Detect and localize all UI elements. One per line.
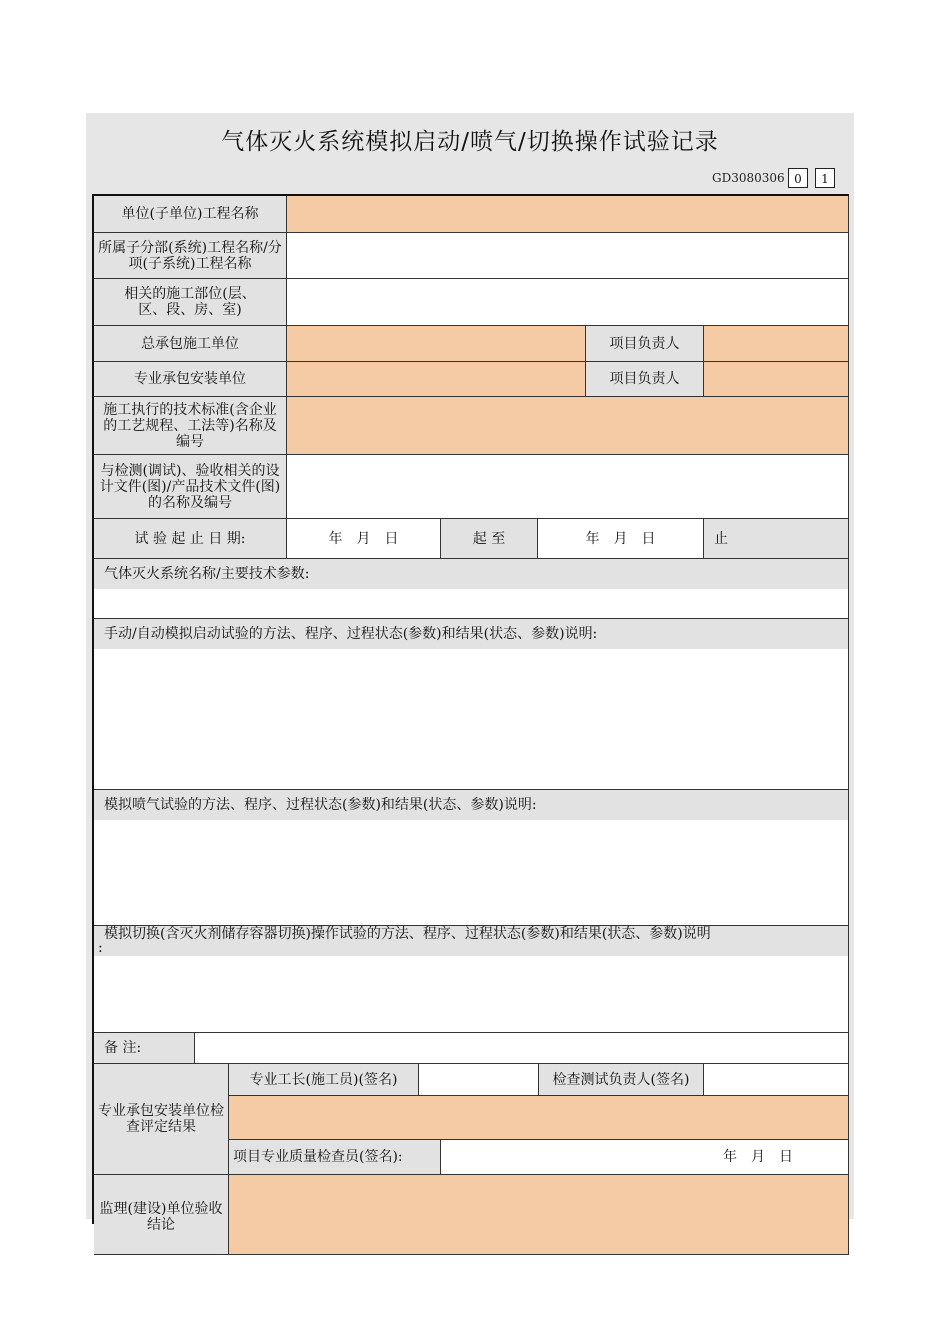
system-params-field[interactable] xyxy=(94,589,849,619)
inspector-date[interactable]: 年 月 日 xyxy=(441,1140,849,1175)
label-switch-line-1: 模拟切换(含灭火剂储存容器切换)操作试验的方法、程序、过程状态(参数)和结果(状态、参数)说明 xyxy=(104,926,711,942)
supervision-field[interactable] xyxy=(229,1175,849,1255)
label-remarks: 备 注: xyxy=(94,1033,194,1064)
label-general-contractor: 总承包施工单位 xyxy=(94,326,287,362)
label-location: 相关的施工部位(层、区、段、房、室) xyxy=(94,279,287,326)
label-supervision: 监理(建设)单位验收结论 xyxy=(94,1175,229,1255)
date-from-field[interactable]: 年 月 日 xyxy=(287,519,441,559)
project-name-field[interactable] xyxy=(287,196,849,233)
date-to-field[interactable]: 年 月 日 xyxy=(538,519,704,559)
foreman-signature[interactable] xyxy=(419,1064,539,1096)
label-system-params: 气体灭火系统名称/主要技术参数: xyxy=(94,559,849,589)
form-digit-1[interactable]: 0 xyxy=(788,168,808,188)
label-design-docs: 与检测(调试)、验收相关的设计文件(图)/产品技术文件(图)的名称及编号 xyxy=(94,455,287,519)
label-project-leader-2: 项目负责人 xyxy=(586,362,704,397)
label-qizhi: 起 至 xyxy=(441,519,538,559)
label-test-dates: 试 验 起 止 日 期: xyxy=(94,519,287,559)
label-switch xyxy=(94,926,849,956)
contractor-result-field[interactable] xyxy=(229,1096,849,1140)
label-test-leader: 检查测试负责人(签名) xyxy=(539,1064,704,1096)
form-digit-2[interactable]: 1 xyxy=(815,168,835,188)
form-title: 气体灭火系统模拟启动/喷气/切换操作试验记录 xyxy=(221,129,719,155)
standard-field[interactable] xyxy=(287,397,849,455)
label-spray: 模拟喷气试验的方法、程序、过程状态(参数)和结果(状态、参数)说明: xyxy=(94,790,849,820)
label-switch-line-2: : xyxy=(98,940,103,956)
label-manual-auto: 手动/自动模拟启动试验的方法、程序、过程状态(参数)和结果(状态、参数)说明: xyxy=(94,619,849,649)
general-contractor-field[interactable] xyxy=(287,326,586,362)
label-zhi: 止 xyxy=(704,519,849,559)
label-foreman: 专业工长(施工员)(签名) xyxy=(229,1064,419,1096)
remarks-field[interactable] xyxy=(194,1033,849,1064)
manual-auto-field[interactable] xyxy=(94,649,849,790)
label-specialty-contractor: 专业承包安装单位 xyxy=(94,362,287,397)
label-project-name: 单位(子单位)工程名称 xyxy=(94,196,287,233)
spray-field[interactable] xyxy=(94,820,849,926)
project-leader-1-field[interactable] xyxy=(704,326,849,362)
location-field[interactable] xyxy=(287,279,849,326)
test-leader-signature[interactable] xyxy=(704,1064,849,1096)
label-contractor-result: 专业承包安装单位检查评定结果 xyxy=(94,1064,229,1175)
form-table xyxy=(92,194,849,1233)
label-quality-inspector: 项目专业质量检查员(签名): xyxy=(229,1140,441,1175)
switch-field[interactable] xyxy=(94,956,849,1033)
specialty-contractor-field[interactable] xyxy=(287,362,586,397)
form-sheet xyxy=(86,113,854,1233)
form-code: GD3080306 xyxy=(712,171,785,185)
label-standard: 施工执行的技术标准(含企业的工艺规程、工法等)名称及编号 xyxy=(94,397,287,455)
label-subdivision: 所属子分部(系统)工程名称/分项(子系统)工程名称 xyxy=(94,233,287,279)
project-leader-2-field[interactable] xyxy=(704,362,849,397)
label-project-leader-1: 项目负责人 xyxy=(586,326,704,362)
subdivision-field[interactable] xyxy=(287,233,849,279)
design-docs-field[interactable] xyxy=(287,455,849,519)
